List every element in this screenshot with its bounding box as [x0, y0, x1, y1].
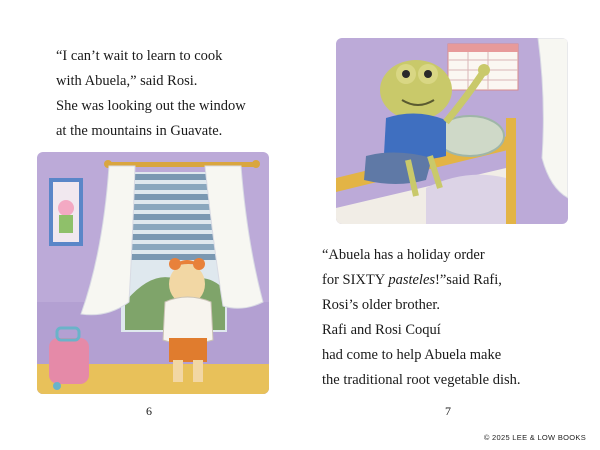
right-text-line-2-post: !”said Rafi, — [435, 272, 502, 288]
left-text-line-1: “I can’t wait to learn to cook — [56, 48, 223, 64]
copyright-notice: © 2025 LEE & LOW BOOKS — [483, 433, 586, 442]
right-text-line-4: Rafi and Rosi Coquí — [322, 322, 441, 338]
left-text-line-2: with Abuela,” said Rosi. — [56, 73, 198, 89]
right-text-line-5: had come to help Abuela make — [322, 347, 502, 363]
page-number-right: 7 — [445, 404, 451, 418]
right-text-line-1: “Abuela has a holiday order — [322, 247, 485, 263]
right-text-line-2-italic: pasteles — [388, 272, 436, 288]
page-number-left: 6 — [146, 404, 152, 418]
right-text-line-2 — [322, 268, 521, 293]
right-text-line-2-pre: for SIXTY — [322, 272, 389, 288]
left-text-line-3: She was looking out the window — [56, 98, 246, 114]
right-text-line-3: Rosi’s older brother. — [322, 297, 441, 313]
left-page-text — [56, 44, 246, 144]
left-text-line-4: at the mountains in Guavate. — [56, 123, 223, 139]
illustration-rafi-bunk — [336, 38, 568, 224]
right-page-text — [322, 243, 521, 393]
illustration-rosi-window — [37, 152, 269, 394]
right-text-line-6: the traditional root vegetable dish. — [322, 372, 521, 388]
